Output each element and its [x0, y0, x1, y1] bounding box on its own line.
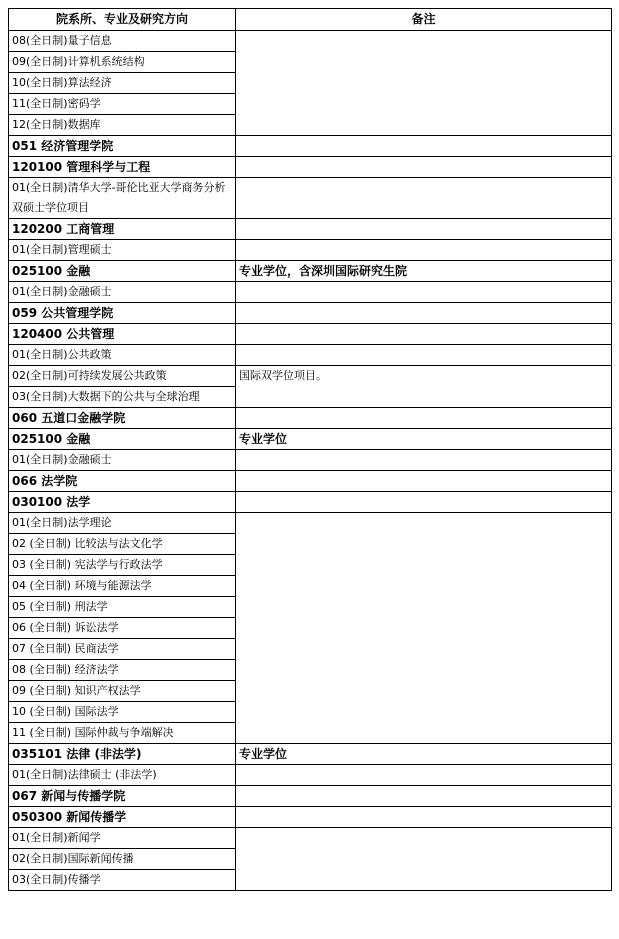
program-cell: 05 (全日制) 刑法学	[9, 597, 236, 618]
major-cell: 120400 公共管理	[9, 324, 236, 345]
table-row	[9, 450, 612, 471]
note-cell	[236, 303, 612, 324]
table-row	[9, 345, 612, 366]
table-row	[9, 744, 612, 765]
note-cell	[236, 807, 612, 828]
table-row	[9, 513, 612, 534]
header-notes: 备注	[236, 9, 612, 31]
program-cell: 10(全日制)算法经济	[9, 73, 236, 94]
note-cell	[236, 408, 612, 429]
table-row	[9, 471, 612, 492]
program-cell: 09(全日制)计算机系统结构	[9, 52, 236, 73]
program-cell: 11 (全日制) 国际仲裁与争端解决	[9, 723, 236, 744]
program-cell: 01(全日制)清华大学-哥伦比亚大学商务分析双硕士学位项目	[9, 178, 236, 219]
program-cell: 03(全日制)大数据下的公共与全球治理	[9, 387, 236, 408]
header-programs: 院系所、专业及研究方向	[9, 9, 236, 31]
program-cell: 08(全日制)量子信息	[9, 31, 236, 52]
note-cell	[236, 178, 612, 219]
program-cell: 01(全日制)管理硕士	[9, 240, 236, 261]
table-row	[9, 136, 612, 157]
note-cell	[236, 240, 612, 261]
program-cell: 01(全日制)法律硕士 (非法学)	[9, 765, 236, 786]
table-row	[9, 31, 612, 52]
program-cell: 08 (全日制) 经济法学	[9, 660, 236, 681]
table-row	[9, 807, 612, 828]
program-cell: 04 (全日制) 环境与能源法学	[9, 576, 236, 597]
table-row	[9, 366, 612, 387]
note-cell: 专业学位	[236, 744, 612, 765]
program-cell: 01(全日制)公共政策	[9, 345, 236, 366]
major-cell: 025100 金融	[9, 429, 236, 450]
table-row	[9, 282, 612, 303]
program-cell: 01(全日制)金融硕士	[9, 282, 236, 303]
program-table	[8, 8, 612, 891]
note-cell	[236, 492, 612, 513]
major-cell: 025100 金融	[9, 261, 236, 282]
note-cell	[236, 31, 612, 136]
department-cell: 066 法学院	[9, 471, 236, 492]
department-cell: 067 新闻与传播学院	[9, 786, 236, 807]
program-cell: 06 (全日制) 诉讼法学	[9, 618, 236, 639]
table-row	[9, 786, 612, 807]
note-cell	[236, 324, 612, 345]
table-row	[9, 324, 612, 345]
program-cell: 01(全日制)新闻学	[9, 828, 236, 849]
program-cell: 02(全日制)国际新闻传播	[9, 849, 236, 870]
note-cell	[236, 471, 612, 492]
table-row	[9, 828, 612, 849]
program-cell: 02(全日制)可持续发展公共政策	[9, 366, 236, 387]
table-row	[9, 261, 612, 282]
note-cell	[236, 219, 612, 240]
table-row	[9, 219, 612, 240]
table-row	[9, 765, 612, 786]
note-cell	[236, 450, 612, 471]
program-cell: 03 (全日制) 宪法学与行政法学	[9, 555, 236, 576]
major-cell: 030100 法学	[9, 492, 236, 513]
department-cell: 060 五道口金融学院	[9, 408, 236, 429]
program-cell: 01(全日制)法学理论	[9, 513, 236, 534]
program-cell: 01(全日制)金融硕士	[9, 450, 236, 471]
major-cell: 120100 管理科学与工程	[9, 157, 236, 178]
note-cell	[236, 513, 612, 744]
note-cell	[236, 345, 612, 366]
table-row	[9, 240, 612, 261]
table-row	[9, 429, 612, 450]
department-cell: 059 公共管理学院	[9, 303, 236, 324]
program-cell: 03(全日制)传播学	[9, 870, 236, 891]
major-cell: 035101 法律 (非法学)	[9, 744, 236, 765]
major-cell: 050300 新闻传播学	[9, 807, 236, 828]
table-row	[9, 303, 612, 324]
header-row	[9, 9, 612, 31]
table-row	[9, 408, 612, 429]
note-cell	[236, 765, 612, 786]
note-cell: 专业学位	[236, 429, 612, 450]
department-cell: 051 经济管理学院	[9, 136, 236, 157]
table-row	[9, 492, 612, 513]
program-cell: 09 (全日制) 知识产权法学	[9, 681, 236, 702]
program-cell: 07 (全日制) 民商法学	[9, 639, 236, 660]
note-cell	[236, 282, 612, 303]
note-cell	[236, 786, 612, 807]
note-cell	[236, 157, 612, 178]
program-cell: 10 (全日制) 国际法学	[9, 702, 236, 723]
program-cell: 02 (全日制) 比较法与法文化学	[9, 534, 236, 555]
note-cell: 专业学位，含深圳国际研究生院	[236, 261, 612, 282]
note-cell: 国际双学位项目。	[236, 366, 612, 408]
table-row	[9, 157, 612, 178]
note-cell	[236, 136, 612, 157]
major-cell: 120200 工商管理	[9, 219, 236, 240]
table-row	[9, 178, 612, 219]
program-cell: 12(全日制)数据库	[9, 115, 236, 136]
program-cell: 11(全日制)密码学	[9, 94, 236, 115]
note-cell	[236, 828, 612, 891]
